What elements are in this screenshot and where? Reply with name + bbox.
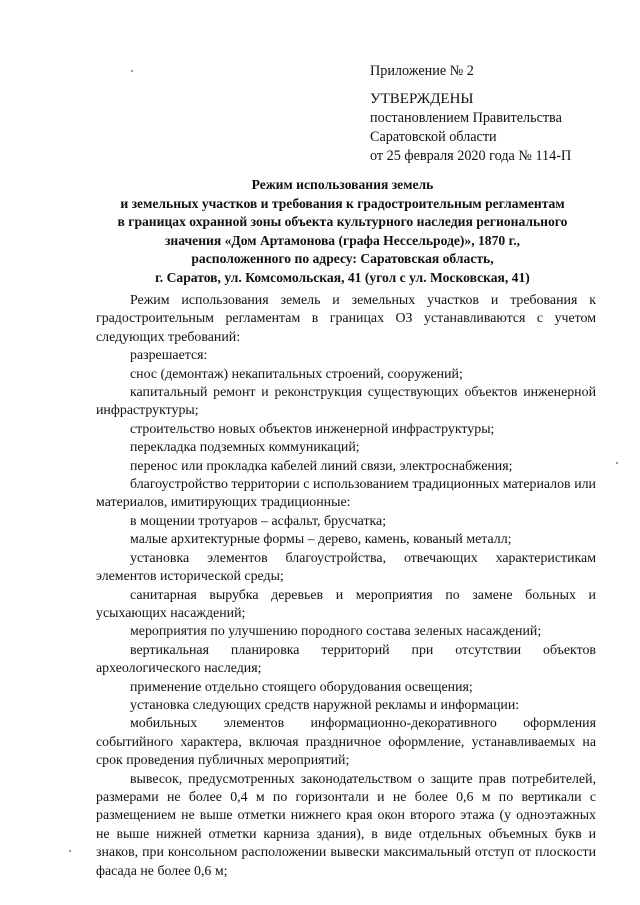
body-paragraph: вертикальная планировка территорий при отсутствии объектов археологического наследия; bbox=[96, 642, 596, 677]
body-paragraph: установка следующих средств наружной рекламы и информации: bbox=[130, 697, 520, 713]
title-line: расположенного по адресу: Саратовская область, bbox=[191, 251, 494, 267]
approval-block bbox=[370, 62, 620, 166]
body-paragraph: применение отдельно стоящего оборудования освещения; bbox=[130, 679, 473, 695]
body-paragraph: малые архитектурные формы – дерево, камень, кованый металл; bbox=[130, 532, 512, 548]
approval-line: постановлением Правительства bbox=[370, 110, 562, 126]
body-paragraph: капитальный ремонт и реконструкция существующих объектов инженерной инфраструктуры; bbox=[96, 385, 596, 419]
body-paragraph: перекладка подземных коммуникаций; bbox=[130, 440, 360, 456]
body-paragraph: снос (демонтаж) некапитальных строений, сооружений; bbox=[130, 366, 463, 382]
appendix-label: Приложение № 2 bbox=[370, 63, 474, 79]
document-title bbox=[80, 176, 605, 288]
body-paragraph: благоустройство территории с использованием традиционных материалов или материалов, имитирующих традиционные: bbox=[96, 477, 596, 511]
body-paragraph: строительство новых объектов инженерной инфраструктуры; bbox=[130, 421, 495, 437]
approval-line: от 25 февраля 2020 года № 114-П bbox=[370, 148, 572, 164]
body-paragraph: мероприятия по улучшению породного состава зеленых насаждений; bbox=[130, 624, 542, 640]
approval-line: Саратовской области bbox=[370, 129, 497, 145]
body-paragraph: санитарная вырубка деревьев и мероприятия по замене больных и усыхающих насаждений; bbox=[96, 587, 596, 621]
title-line: Режим использования земель bbox=[251, 177, 434, 192]
title-line: и земельных участков и требования к градостроительным регламентам bbox=[120, 195, 565, 211]
body-paragraph: разрешается: bbox=[130, 348, 208, 364]
document-body bbox=[96, 292, 596, 881]
title-line: г. Саратов, ул. Комсомольская, 41 (угол с ул. Московская, 41) bbox=[155, 269, 530, 285]
scan-speck bbox=[616, 462, 618, 464]
scan-speck bbox=[131, 70, 133, 72]
body-paragraph: в мощении тротуаров – асфальт, брусчатка; bbox=[130, 513, 387, 529]
body-paragraph: вывесок, предусмотренных законодательством о защите прав потребителей, размерами не более 0,4 м по горизонтали и не более 0,6 м по вертикали с размещением не выше отметки нижнего края окон второго этажа (у одноэтажных не выше нижней отметки карниза здания), в виде отдельных объемных букв и знаков, при консольном расположении вывески максимальный отступ от плоскости фасада не более 0,6 м; bbox=[96, 771, 596, 879]
body-paragraph: установка элементов благоустройства, отвечающих характеристикам элементов исторической среды; bbox=[96, 550, 596, 585]
title-line: в границах охранной зоны объекта культурного наследия регионального bbox=[117, 214, 568, 230]
body-paragraph: мобильных элементов информационно-декоративного оформления событийного характера, включая праздничное оформление, устанавливаемых на срок проведения публичных мероприятий; bbox=[96, 716, 596, 769]
approved-heading: УТВЕРЖДЕНЫ bbox=[370, 91, 474, 107]
title-line: значения «Дом Артамонова (графа Нессельроде)», 1870 г., bbox=[164, 232, 521, 248]
intro-paragraph: Режим использования земель и земельных участков и требования к градостроительным регламентам в границах ОЗ устанавливаются с учетом следующих требований: bbox=[96, 293, 596, 345]
scan-speck bbox=[69, 850, 71, 852]
body-paragraph: перенос или прокладка кабелей линий связи, электроснабжения; bbox=[130, 458, 513, 474]
